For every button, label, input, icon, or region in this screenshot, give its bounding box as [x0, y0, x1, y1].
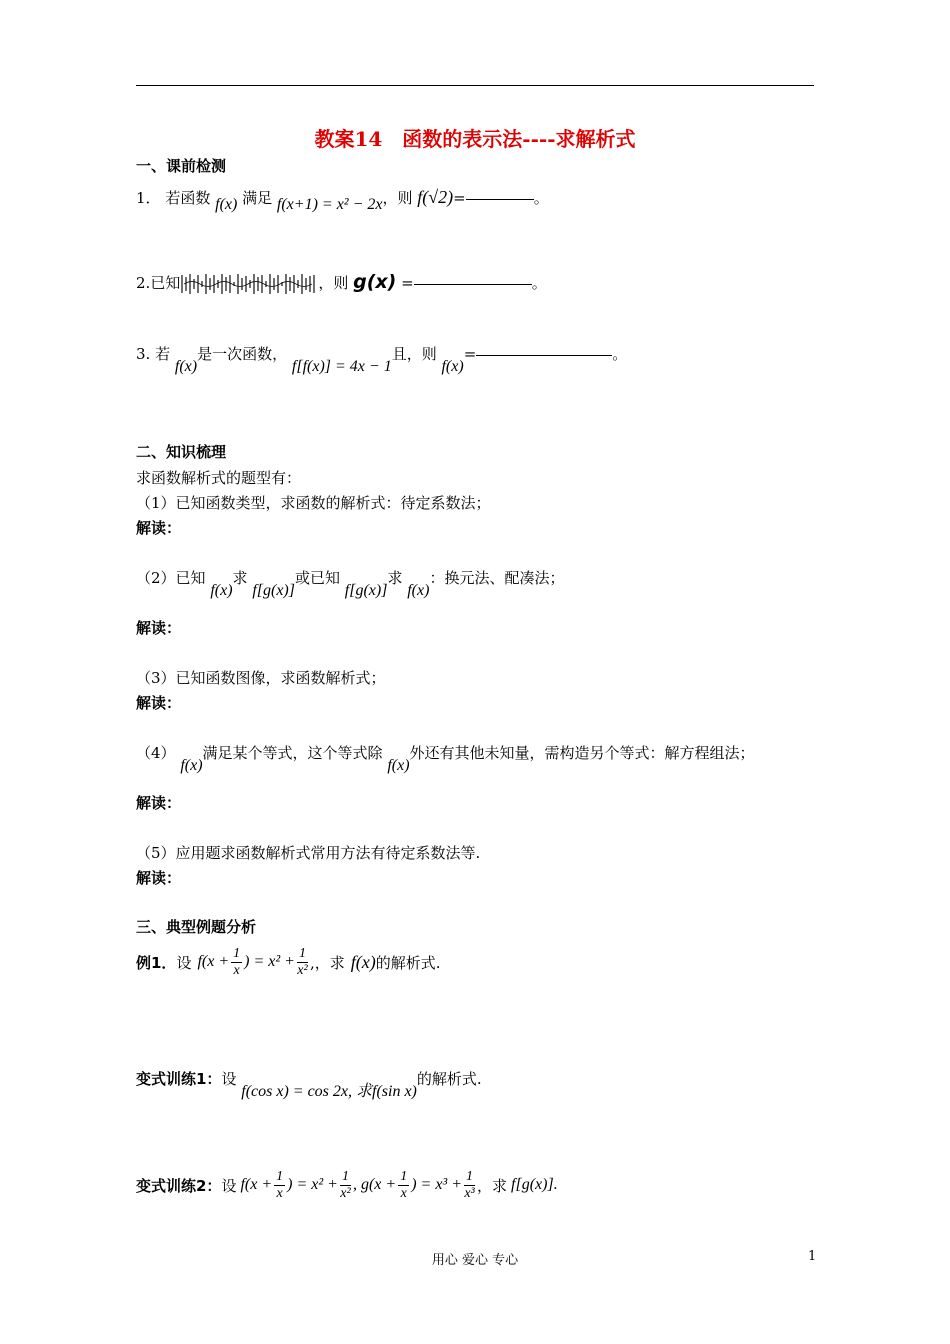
var1-pre: 设 [221, 1070, 237, 1088]
footer-center: 用心 爱心 专心 [431, 1253, 519, 1268]
item2-d: 求 [387, 569, 403, 587]
ex1-lhs-a: f(x + [197, 953, 230, 970]
item4-c: 外还有其他未知量，需构造另个等式：解方程组法； [409, 744, 755, 762]
q3-pre: 若 [155, 345, 171, 363]
q2-end: 。 [531, 274, 547, 292]
q1-pre: 若函数 [165, 189, 211, 207]
var2-f-a: f(x + [240, 1176, 273, 1193]
var2-fraction-1: $\frac{1}{x}$ [276, 1168, 284, 1201]
ex1-fraction-1: $\frac{1}{x}$ [233, 945, 241, 978]
q2-answer-blank[interactable] [414, 283, 532, 285]
ex1-label: 例1． [136, 953, 177, 972]
q1-then: ，则 [382, 189, 413, 207]
var2-fraction-4: $\frac{1}{\text{x³}}$ [464, 1168, 475, 1201]
jiedu-4: 解读： [136, 794, 182, 812]
item4-b: 满足某个等式，这个等式除 [202, 744, 383, 762]
q1-num: 1． [136, 189, 161, 207]
question-1 [136, 187, 549, 213]
q3-ask: f(x) [441, 358, 464, 375]
q3-eq: = [463, 345, 477, 363]
q3-and: 且，则 [391, 345, 437, 363]
q2-ask: g(x) [353, 271, 397, 293]
section3-heading: 三、典型例题分析 [136, 918, 257, 936]
item4-fx: f(x) [180, 757, 203, 774]
jiedu-5: 解读： [136, 869, 182, 887]
section2-intro: 求函数解析式的题型有： [136, 469, 302, 487]
item2-a: （2）已知 [136, 569, 206, 587]
var1-end: 的解析式. [416, 1070, 482, 1088]
jiedu-1: 解读： [136, 519, 182, 537]
var2-g-b: ) = x³ + [411, 1176, 463, 1193]
q2-num: 2. [136, 274, 151, 292]
var2-f-b: ) = x² + [287, 1176, 338, 1193]
item2-fgx: f[g(x)] [252, 582, 295, 599]
variant-2 [136, 1162, 558, 1208]
q3-end: 。 [612, 345, 628, 363]
q2-pre: 已知 [150, 274, 181, 292]
ex1-end: 的解析式. [375, 953, 441, 972]
item2-e: ：换元法、配凑法； [429, 569, 565, 587]
item2-b: 求 [232, 569, 248, 587]
q1-ask: f(√2) [417, 187, 454, 207]
question-3 [136, 343, 628, 375]
q1-answer-blank[interactable] [466, 198, 534, 200]
page-number: 1 [808, 1249, 817, 1264]
ex1-fraction-2: $\frac{1}{\text{x²}}$ [297, 945, 308, 978]
jiedu-3: 解读： [136, 694, 182, 712]
header-rule [136, 85, 814, 86]
var2-label: 变式训练2： [136, 1176, 222, 1195]
var2-g-a: , g(x + [352, 1176, 397, 1193]
garbled-formula-image [180, 271, 318, 297]
var2-ask: f[g(x)]. [511, 1176, 558, 1193]
ex1-tail: ,，求 [309, 953, 345, 972]
q1-fx: f(x) [215, 196, 238, 213]
q1-end: 。 [533, 189, 549, 207]
item-1: （1）已知函数类型，求函数的解析式：待定系数法； [136, 494, 491, 512]
example-1 [136, 940, 441, 984]
q1-condition: f(x+1) = x² − 2x [276, 196, 383, 213]
var2-fraction-2: $\frac{1}{\text{x²}}$ [340, 1168, 351, 1201]
ex1-lhs-b: ) = x² + [244, 953, 295, 970]
item-3: （3）已知函数图像，求函数解析式； [136, 669, 386, 687]
ex1-fx: f(x) [350, 951, 376, 972]
var1-label: 变式训练1： [136, 1070, 222, 1088]
var1-expr: f(cos x) = cos 2x, 求f(sin x) [241, 1083, 417, 1100]
q1-mid: 满足 [242, 189, 273, 207]
item-5: （5）应用题求函数解析式常用方法有待定系数法等. [136, 844, 481, 862]
q3-fx: f(x) [174, 358, 198, 375]
q3-condition: f[f(x)] = 4x − 1 [291, 358, 392, 375]
var2-tail: ，求 [477, 1176, 508, 1195]
item-4 [136, 742, 755, 774]
variant-1 [136, 1066, 482, 1100]
ex1-pre: 设 [176, 953, 192, 972]
item4-a: （4） [136, 744, 176, 762]
q3-num: 3. [136, 345, 151, 363]
section1-heading: 一、课前检测 [136, 157, 227, 175]
var2-pre: 设 [221, 1176, 237, 1195]
item2-c: 或已知 [294, 569, 340, 587]
q3-answer-blank[interactable] [476, 354, 612, 356]
item2-fx: f(x) [210, 582, 233, 599]
item4-fx-2: f(x) [387, 757, 410, 774]
item2-fx-2: f(x) [407, 582, 430, 599]
item2-fgx-2: f[g(x)] [344, 582, 388, 599]
jiedu-2: 解读： [136, 619, 182, 637]
item-2 [136, 567, 565, 599]
q2-then: ，则 [318, 274, 349, 292]
q1-eq: = [453, 189, 466, 207]
q3-mid: 是一次函数， [197, 345, 288, 363]
question-2 [136, 271, 547, 297]
section2-heading: 二、知识梳理 [136, 443, 227, 461]
q2-eq: = [401, 274, 414, 292]
var2-fraction-3: $\frac{1}{x}$ [400, 1168, 408, 1201]
page-title: 教案14 函数的表示法----求解析式 [314, 127, 636, 151]
